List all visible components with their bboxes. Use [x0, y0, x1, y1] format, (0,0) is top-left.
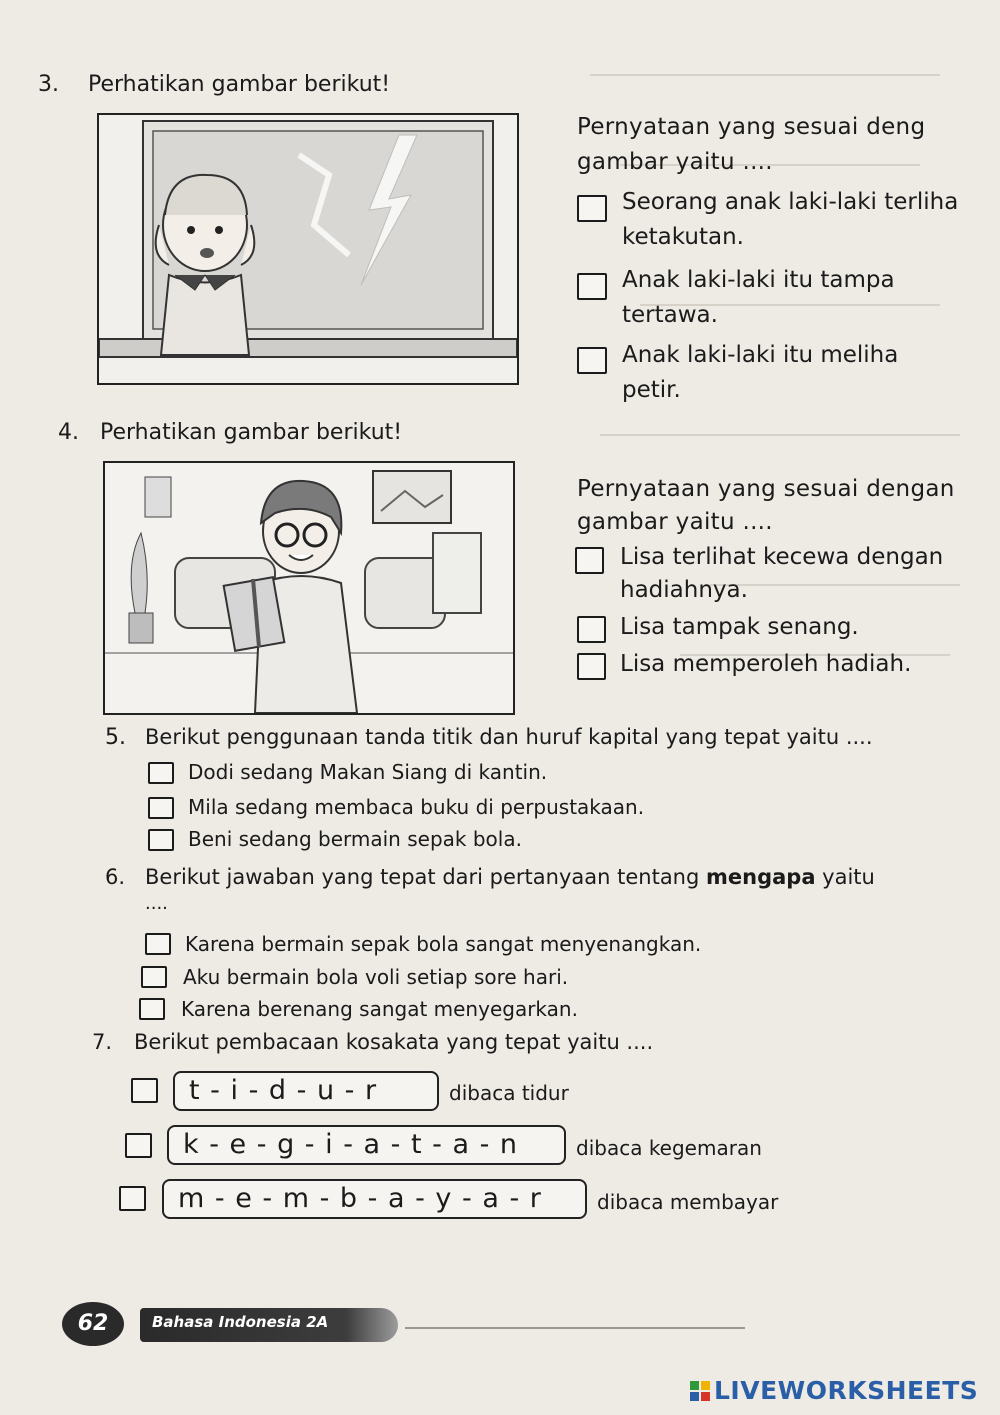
q5-option-1-checkbox[interactable]: [148, 762, 174, 784]
q3-option-1-line1: Seorang anak laki-laki terliha: [622, 189, 959, 215]
q4-option-3-line1: Lisa memperoleh hadiah.: [620, 651, 912, 677]
q6-title-bold: mengapa: [706, 865, 816, 889]
q6-title-dots: ....: [145, 893, 168, 914]
q6-option-1-checkbox[interactable]: [145, 933, 171, 955]
q6-option-2: Aku bermain bola voli setiap sore hari.: [183, 965, 569, 989]
q6-title-part1: Berikut jawaban yang tepat dari pertanyaan tentang: [145, 865, 707, 889]
q3-option-1-line2: ketakutan.: [622, 224, 744, 250]
q4-option-1-line2: hadiahnya.: [620, 577, 748, 603]
q7-option-3-checkbox[interactable]: [119, 1186, 146, 1211]
q7-option-1-reading: dibaca tidur: [449, 1081, 569, 1105]
q3-option-1-checkbox[interactable]: [577, 195, 607, 222]
q7-number: 7.: [92, 1030, 113, 1054]
q5-option-2-checkbox[interactable]: [148, 797, 174, 819]
q5-option-3-checkbox[interactable]: [148, 829, 174, 851]
page-number: 62: [62, 1302, 124, 1346]
q7-title: Berikut pembacaan kosakata yang tepat yaitu ....: [134, 1030, 654, 1054]
q4-title: Perhatikan gambar berikut!: [100, 420, 403, 445]
q5-option-2: Mila sedang membaca buku di perpustakaan.: [188, 795, 645, 819]
q3-title: Perhatikan gambar berikut!: [88, 72, 391, 97]
q7-option-2-checkbox[interactable]: [125, 1133, 152, 1158]
q7-option-2-reading: dibaca kegemaran: [576, 1136, 762, 1160]
q6-option-1: Karena bermain sepak bola sangat menyenangkan.: [185, 932, 702, 956]
q4-option-2-checkbox[interactable]: [577, 616, 606, 643]
footer-rule: [405, 1327, 745, 1329]
q6-title-part2: yaitu: [815, 865, 875, 889]
q5-title: Berikut penggunaan tanda titik dan huruf kapital yang tepat yaitu ....: [145, 725, 873, 749]
q3-option-2-line1: Anak laki-laki itu tampa: [622, 267, 895, 293]
q3-option-2-line2: tertawa.: [622, 302, 718, 328]
q4-number: 4.: [58, 420, 79, 445]
q7-option-1-checkbox[interactable]: [131, 1078, 158, 1103]
q7-option-1-spelled: t - i - d - u - r: [173, 1071, 439, 1111]
q4-option-3-checkbox[interactable]: [577, 653, 606, 680]
q3-illustration: [97, 113, 519, 385]
q3-statement-line2: gambar yaitu ....: [577, 149, 773, 175]
q3-option-3-checkbox[interactable]: [577, 347, 607, 374]
q4-option-1-line1: Lisa terlihat kecewa dengan: [620, 544, 944, 570]
liveworksheets-watermark: [690, 1376, 978, 1405]
q6-number: 6.: [105, 865, 126, 889]
q4-option-1-checkbox[interactable]: [575, 547, 604, 574]
q6-option-2-checkbox[interactable]: [141, 966, 167, 988]
q4-option-2-line1: Lisa tampak senang.: [620, 614, 859, 640]
q5-option-1: Dodi sedang Makan Siang di kantin.: [188, 760, 548, 784]
q4-statement-line2: gambar yaitu ....: [577, 509, 773, 535]
q6-option-3: Karena berenang sangat menyegarkan.: [181, 997, 578, 1021]
q7-option-3-spelled: m - e - m - b - a - y - a - r: [162, 1179, 587, 1219]
q4-statement-line1: Pernyataan yang sesuai dengan: [577, 476, 955, 502]
q5-number: 5.: [105, 725, 126, 750]
book-title: Bahasa Indonesia 2A: [152, 1313, 329, 1331]
q4-illustration: [103, 461, 515, 715]
q7-option-2-spelled: k - e - g - i - a - t - a - n: [167, 1125, 566, 1165]
q6-option-3-checkbox[interactable]: [139, 998, 165, 1020]
q3-number: 3.: [38, 72, 59, 97]
q6-title: [145, 865, 875, 889]
q3-statement-line1: Pernyataan yang sesuai deng: [577, 114, 926, 140]
watermark-text: LIVEWORKSHEETS: [714, 1376, 979, 1405]
q7-option-3-reading: dibaca membayar: [597, 1190, 779, 1214]
q3-option-3-line2: petir.: [622, 377, 681, 403]
q5-option-3: Beni sedang bermain sepak bola.: [188, 827, 522, 851]
q3-option-2-checkbox[interactable]: [577, 273, 607, 300]
q3-option-3-line1: Anak laki-laki itu meliha: [622, 342, 899, 368]
liveworksheets-logo-icon: [690, 1381, 710, 1401]
